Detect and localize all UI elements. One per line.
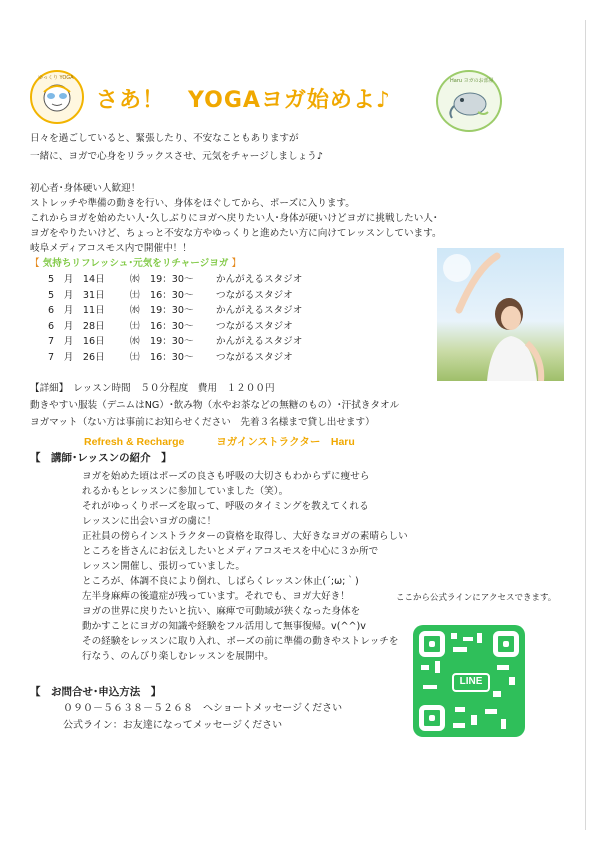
schedule-day: ㈯ [130,351,140,363]
instructor-line: その経験をレッスンに取り入れ、ポーズの前に準備の動きやストレッチを [82,636,399,647]
instructor-line: レッスン開催し、張切っていました。 [82,561,245,572]
instructor-text [82,471,408,666]
instructor-line: ヨガを始めた頃はポーズの良さも呼吸の大切さもわからずに痩せら [82,471,370,482]
tagline [84,434,355,449]
details-line-2: 動きやすい服装（デニムはNG）･飲み物（水やお茶などの無糖のもの）･汗拭きタオル [30,400,400,411]
schedule-date: 5 月 14日 [48,274,105,285]
schedule-row [48,305,302,321]
instructor-line: ヨガの世界に戻りたいと抗い、麻痺で可動域が狭くなった身体を [82,606,361,617]
contact-line: 公式ライン：お友達になってメッセージください [63,720,283,731]
instructor-photo [437,248,564,381]
tagline-left: Refresh & Recharge [84,436,185,448]
about-line-4: ヨガをやりたいけど、ちょっと不安な方やゆっくりと進めたい方に向けてレッスンしています。 [30,228,442,239]
contact-phone: ０９０－５６３８－５２６８ へショートメッセージください [63,703,343,714]
left-logo-text: ゆっくり YOGA [38,75,74,81]
schedule-heading-close: 】 [231,258,242,269]
schedule-heading-text: 気持ちリフレッシュ･元気をリチャージヨガ [42,258,229,269]
schedule-day: ㈬ [130,305,140,316]
line-logo-badge: LINE [452,673,490,692]
qr-finder [419,705,445,731]
schedule-row [48,321,302,337]
instructor-line: それがゆっくりポーズを取って、呼吸のタイミングを教えてくれる [82,501,369,512]
details-line-3: ヨガマット（ない方は事前にお知らせください 先着３名様まで貸し出せます） [30,417,375,428]
schedule-row [48,274,302,290]
intro-line-2: 一緒に、ヨガで心身をリラックスさせ、元気をチャージしましょう♪ [30,151,323,162]
page-title: さあ！ YOGAヨガ始めよ♪ [96,88,391,113]
schedule-place: かんがえるスタジオ [216,274,303,285]
schedule-place: かんがえるスタジオ [216,336,303,347]
schedule-date: 6 月 28日 [48,320,105,332]
instructor-line: 行なう、のんびり楽しむレッスンを展開中。 [82,651,274,662]
schedule-day: ㈬ [130,336,140,347]
instructor-line: レッスンに出会いヨガの虜に！ [82,516,217,527]
schedule-date: 5 月 31日 [48,289,105,301]
schedule-place: つながるスタジオ [216,289,293,301]
qr-finder [493,631,519,657]
schedule-time: 16：30～ [150,289,194,301]
yoga-woman-illustration [437,248,564,381]
about-line-2: ストレッチや準備の動きを行い、身体をほぐしてから、ポーズに入ります。 [30,198,355,209]
schedule-day: ㈯ [130,289,140,301]
instructor-line: ところを皆さんにお伝えしたいとメディアコスモスを中心に３か所で [82,546,379,557]
schedule-place: つながるスタジオ [216,320,293,332]
contact-heading: 【 お問合せ･申込方法 】 [30,686,162,698]
schedule-row [48,352,302,368]
schedule-row [48,336,302,352]
right-logo-text: Haru ヨガのお部屋 [450,78,494,84]
details-line-1: 【詳細】 レッスン時間 ５０分程度 費用 １２００円 [30,383,275,394]
schedule-list [48,274,302,367]
tagline-right: ヨガインストラクター Haru [216,436,355,448]
right-logo [436,70,502,132]
qr-caption: ここから公式ラインにアクセスできます。 [396,593,557,603]
left-logo [30,70,84,124]
schedule-day: ㈬ [130,274,140,285]
instructor-line: れるかもとレッスンに参加していました（笑）。 [82,486,289,497]
schedule-date: 7 月 16日 [48,336,105,347]
about-line-1: 初心者･身体硬い人歓迎！ [30,183,141,194]
instructor-heading: 【 講師･レッスンの紹介 】 [30,452,172,464]
schedule-row [48,290,302,306]
schedule-place: かんがえるスタジオ [216,305,303,316]
about-line-3: これからヨガを始めたい人･久しぶりにヨガへ戻りたい人･身体が硬いけどヨガに挑戦したい人･ [30,213,438,224]
schedule-time: 19：30～ [150,274,194,285]
schedule-heading-open: 【 [30,258,40,269]
schedule-place: つながるスタジオ [216,351,293,363]
instructor-line: ところが、体調不良により倒れ、しばらくレッスン休止(´;ω;｀) [82,576,359,587]
instructor-line: 正社員の傍らインストラクターの資格を取得し、大好きなヨガの素晴らしい [82,531,408,542]
page-edge-line [585,20,586,830]
instructor-line: 左半身麻痺の後遺症が残っています。それでも、ヨガ大好き！ [82,591,350,602]
instructor-line: 動かすことにヨガの知識や経験をフル活用して無事復帰。v(^^)v [82,621,366,632]
schedule-time: 19：30～ [150,336,194,347]
schedule-time: 16：30～ [150,320,194,332]
qr-finder [419,631,445,657]
schedule-heading [30,258,241,270]
schedule-time: 19：30～ [150,305,194,316]
schedule-time: 16：30～ [150,351,194,363]
intro-line-1: 日々を過ごしていると、緊張したり、不安なこともありますが [30,133,299,144]
schedule-date: 6 月 11日 [48,305,105,316]
schedule-day: ㈯ [130,320,140,332]
about-line-5: 岐阜メディアコスモス内で開催中！！ [30,243,192,254]
schedule-date: 7 月 26日 [48,351,105,363]
